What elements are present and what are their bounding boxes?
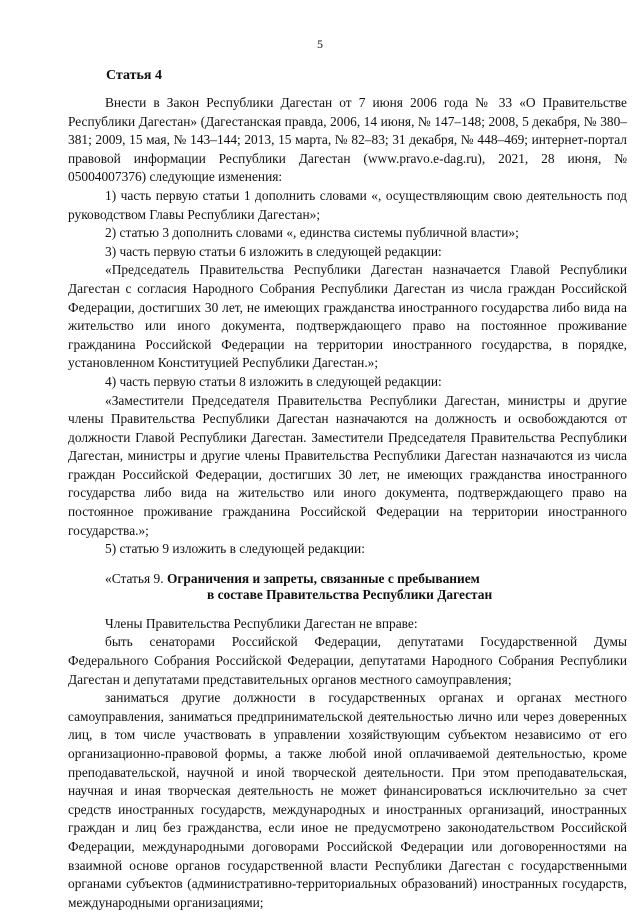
article-9-prefix: «Статья 9. [105,570,164,586]
paragraph-item-4: 4) часть первую статьи 8 изложить в следующей редакции: [105,373,442,389]
paragraph-intro: Внести в Закон Республики Дагестан от 7 июня 2006 года № 33 «О Правительстве Республики Дагестан» (Дагестанская правда, 2006, 14 июня, № 147–148; 2008, 5 декабря, № 380–381; 2009, 15 мая, № 143–144; 2013, 15 марта, № 82–83; 31 декабря, № 448–469; интернет-портал правовой информации Республики Дагестан (www.pravo.e-dag.ru), 2021, 28 июня, № 05004007376) следующие изменения: [68,95,627,185]
paragraph-item-1: 1) часть первую статьи 1 дополнить словами «, осуществляющим свою деятельность под руководством Главы Республики Дагестан»; [68,187,627,222]
paragraph-item-3: 3) часть первую статьи 6 изложить в следующей редакции: [105,243,442,259]
paragraph-item-5: 5) статью 9 изложить в следующей редакции: [105,541,365,557]
paragraph-quote-article-6: «Председатель Правительства Республики Дагестан назначается Главой Республики Дагестан с согласия Народного Собрания Республики Дагестан из числа граждан Российской Федерации, достигших 30 лет, не имеющих гражданства иностранного государства либо вида на жительство или иного документа, подтверждающего право на постоянное проживание гражданина Российской Федерации на территории иностранного государства, в порядке, установленном Конституцией Республики Дагестан.»; [68,262,627,371]
page-number: 5 [317,37,323,51]
paragraph-restriction-1: быть сенаторами Российской Федерации, депутатами Государственной Думы Федерального Собрания Российской Федерации, депутатами Народного Собрания Республики Дагестан и депутатами представительных органов местного самоуправления; [68,634,627,687]
article-title: Статья 4 [106,68,162,83]
paragraph-quote-article-8: «Заместители Председателя Правительства Республики Дагестан, министры и другие члены Правительства Республики Дагестан назначаются на должность и освобождаются от должности Главой Республики Дагестан. Заместители Председателя Правительства Республики Дагестан, министры и другие члены Правительства Республики Дагестан назначаются из числа граждан Российской Федерации, достигших 30 лет, не имеющих гражданства иностранного государства либо вида на жительство или иного документа, подтверждающего право на постоянное проживание гражданина Российской Федерации на территории иностранного государства.»; [68,392,627,538]
paragraph-restriction-2: заниматься другие должности в государственных органах и органах местного самоуправления, заниматься предпринимательской деятельностью лично или через доверенных лиц, в том числе участвовать в управлении хозяйствующим субъектом независимо от его организационно-правовой формы, а также любой иной оплачиваемой деятельностью, кроме преподавательской, научной и иной творческой деятельности. При этом преподавательская, научная и иная творческая деятельность не может финансироваться исключительно за счет средств иностранных государств, международных и иностранных организаций, иностранных граждан и лиц без гражданства, если иное не предусмотрено законодательством Российской Федерации, международными договорами Российской Федерации или договоренностями на взаимной основе органов государственной власти Республики Дагестан с государственными органами субъектов (административно-территориальных образований) иностранных государств, международными организациями; [68,690,627,910]
paragraph-item-2: 2) статью 3 дополнить словами «, единства системы публичной власти»; [105,225,519,241]
paragraph-restrictions-intro: Члены Правительства Республики Дагестан не вправе: [105,615,418,631]
article-9-heading [68,571,627,603]
article-9-heading-line1: Ограничения и запреты, связанные с пребыванием [166,570,480,586]
document-body [68,94,627,912]
article-9-heading-line2: в составе Правительства Республики Дагестан [207,586,493,602]
